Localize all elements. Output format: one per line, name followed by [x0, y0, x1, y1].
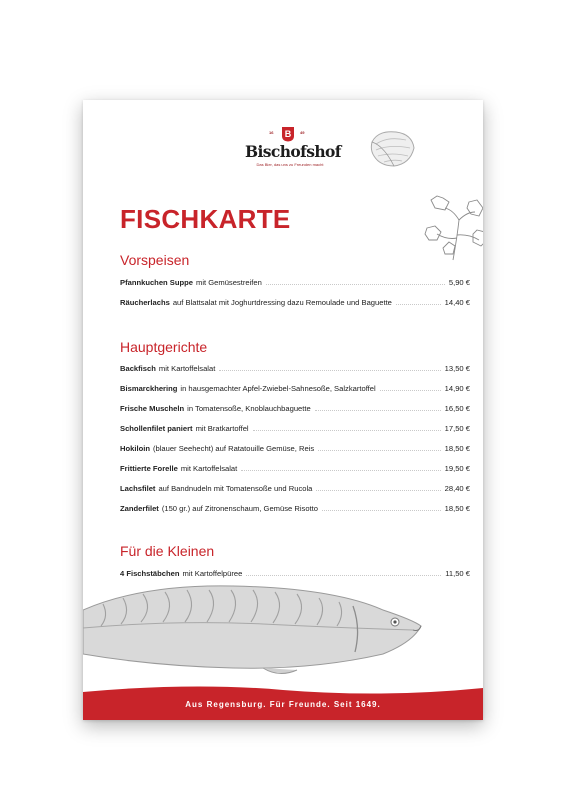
fish-illustration-icon	[83, 570, 428, 680]
menu-item	[120, 401, 470, 413]
item-description: mit Kartoffelsalat	[180, 464, 238, 473]
item-price: 16,50 €	[444, 404, 470, 413]
item-price: 11,50 €	[445, 569, 470, 578]
menu-item	[120, 361, 470, 373]
bishop-badge-icon	[281, 126, 295, 142]
menu-item	[120, 501, 470, 513]
menu-item	[120, 275, 470, 287]
item-price: 14,90 €	[444, 384, 470, 393]
item-price: 19,50 €	[444, 464, 470, 473]
dotted-leader	[380, 390, 441, 391]
item-name: Pfannkuchen Suppe	[120, 278, 193, 287]
item-name: Backfisch	[120, 364, 156, 373]
item-price: 18,50 €	[444, 504, 470, 513]
dotted-leader	[315, 410, 441, 411]
logo-year-left: 16	[269, 130, 274, 135]
dotted-leader	[253, 430, 441, 431]
dotted-leader	[322, 510, 441, 511]
item-price: 14,40 €	[444, 298, 470, 307]
item-description: mit Kartoffelsalat	[158, 364, 216, 373]
menu-item	[120, 381, 470, 393]
dotted-leader	[396, 304, 441, 305]
item-description: auf Bandnudeln mit Tomatensoße und Rucola	[158, 484, 313, 493]
item-description: (150 gr.) auf Zitronenschaum, Gemüse Risotto	[161, 504, 318, 513]
menu-item	[120, 441, 470, 453]
brand-tagline: Das Bier, das uns zu Freunden macht	[256, 162, 324, 167]
badge-letter: B	[284, 129, 292, 139]
item-name: Zanderfilet	[120, 504, 159, 513]
logo-year-right: 49	[300, 130, 305, 135]
menu-item	[120, 461, 470, 473]
menu-item	[120, 481, 470, 493]
dotted-leader	[219, 370, 440, 371]
item-price: 13,50 €	[444, 364, 470, 373]
dotted-leader	[316, 490, 440, 491]
item-description: mit Kartoffelpüree	[182, 569, 243, 578]
dotted-leader	[266, 284, 445, 285]
item-name: 4 Fischstäbchen	[120, 569, 180, 578]
menu-sheet	[83, 100, 483, 720]
item-name: Bismarckhering	[120, 384, 178, 393]
item-price: 17,50 €	[444, 424, 470, 433]
item-description: in Tomatensoße, Knoblauchbaguette	[187, 404, 311, 413]
item-description: (blauer Seehecht) auf Ratatouille Gemüse, Reis	[152, 444, 315, 453]
parsley-illustration-icon	[423, 190, 483, 262]
brand-name: Bischofshof	[245, 142, 341, 161]
footer-slogan: Aus Regensburg. Für Freunde. Seit 1649.	[185, 700, 381, 709]
dotted-leader	[241, 470, 440, 471]
page-title: FISCHKARTE	[120, 204, 291, 234]
menu-item	[120, 421, 470, 433]
brand-logo	[245, 124, 341, 180]
item-price: 28,40 €	[444, 484, 470, 493]
item-price: 5,90 €	[448, 278, 470, 287]
item-name: Schollenfilet paniert	[120, 424, 193, 433]
menu-item	[120, 295, 470, 307]
item-name: Frische Muscheln	[120, 404, 185, 413]
item-description: mit Bratkartoffel	[195, 424, 249, 433]
item-description: mit Gemüsestreifen	[196, 278, 262, 287]
mussel-illustration-icon	[368, 128, 418, 170]
item-price: 18,50 €	[444, 444, 470, 453]
item-name: Lachsfilet	[120, 484, 156, 493]
item-name: Räucherlachs	[120, 298, 170, 307]
item-description: auf Blattsalat mit Joghurtdressing dazu Remoulade und Baguette	[172, 298, 392, 307]
section-title-vorspeisen: Vorspeisen	[120, 252, 190, 268]
item-name: Frittierte Forelle	[120, 464, 178, 473]
item-description: in hausgemachter Apfel-Zwiebel-Sahnesoße, Salzkartoffel	[180, 384, 376, 393]
item-name: Hokiloin	[120, 444, 150, 453]
dotted-leader	[318, 450, 440, 451]
section-title-kleinen: Für die Kleinen	[120, 543, 215, 559]
section-title-hauptgerichte: Hauptgerichte	[120, 339, 208, 355]
